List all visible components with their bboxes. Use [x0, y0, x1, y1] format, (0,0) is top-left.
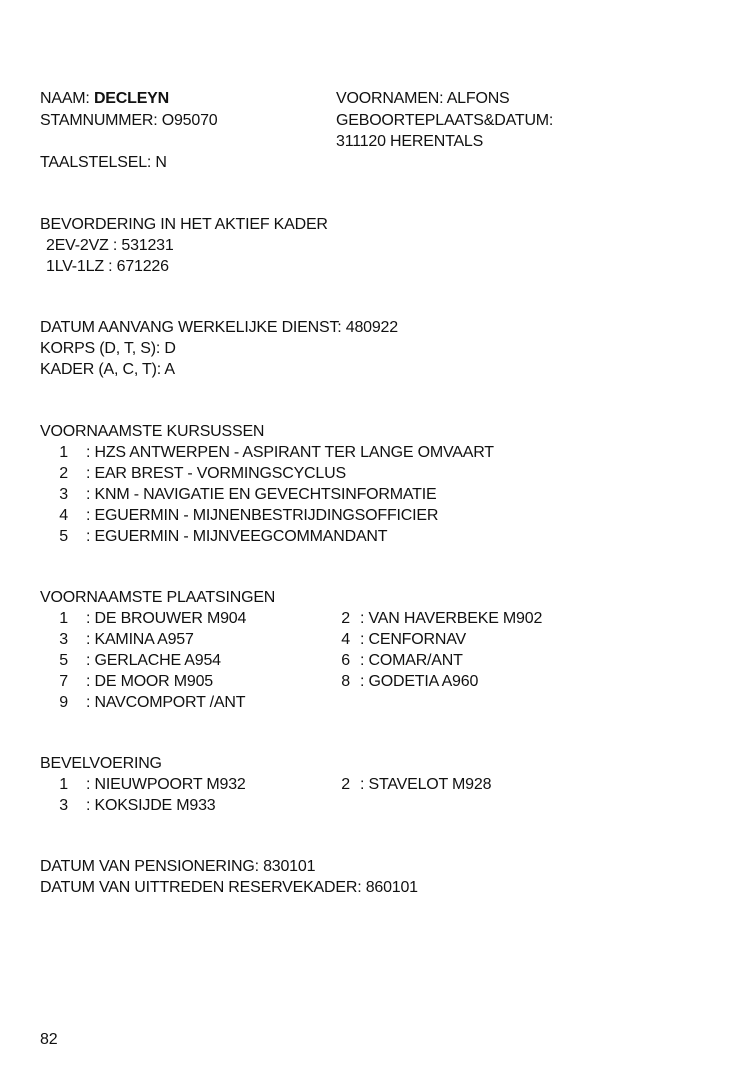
item-number: 6 [341, 652, 350, 669]
item-number: 9 [59, 694, 68, 711]
stamnummer: STAMNUMMER: O95070 [40, 112, 218, 129]
page-number: 82 [40, 1031, 58, 1048]
naam-value: DECLEYN [93, 90, 169, 107]
naam-label: NAAM: [40, 90, 90, 107]
naam-line [40, 89, 169, 109]
item-number: 8 [341, 673, 350, 690]
item-text: : NIEUWPOORT M932 [86, 776, 246, 793]
item-text: : KNM - NAVIGATIE EN GEVECHTSINFORMATIE [86, 486, 437, 503]
plaatsingen-title: VOORNAAMSTE PLAATSINGEN [40, 589, 276, 606]
item-text: : GODETIA A960 [360, 673, 479, 690]
geboorte-value: 311120 HERENTALS [336, 133, 484, 150]
bevordering-line: 2EV-2VZ : 531231 [46, 237, 174, 254]
item-number: 2 [341, 776, 350, 793]
kader: KADER (A, C, T): A [40, 361, 175, 378]
item-number: 3 [59, 486, 68, 503]
item-text: : EGUERMIN - MIJNENBESTRIJDINGSOFFICIER [86, 507, 439, 524]
kursussen-title: VOORNAAMSTE KURSUSSEN [40, 423, 265, 440]
taalstelsel: TAALSTELSEL: N [40, 154, 167, 171]
item-number: 2 [341, 610, 350, 627]
datum-aanvang-dienst: DATUM AANVANG WERKELIJKE DIENST: 480922 [40, 319, 398, 336]
item-number: 5 [59, 528, 68, 545]
item-text: : DE BROUWER M904 [86, 610, 247, 627]
item-text: : GERLACHE A954 [86, 652, 221, 669]
item-number: 3 [59, 631, 68, 648]
datum-pensionering: DATUM VAN PENSIONERING: 830101 [40, 858, 316, 875]
item-text: : KOKSIJDE M933 [86, 797, 216, 814]
item-number: 1 [59, 776, 68, 793]
geboorte-label: GEBOORTEPLAATS&DATUM: [336, 112, 554, 129]
bevordering-title: BEVORDERING IN HET AKTIEF KADER [40, 216, 328, 233]
item-number: 5 [59, 652, 68, 669]
item-number: 4 [59, 507, 68, 524]
voornamen: VOORNAMEN: ALFONS [336, 90, 510, 107]
item-text: : KAMINA A957 [86, 631, 194, 648]
item-number: 1 [59, 444, 68, 461]
item-number: 1 [59, 610, 68, 627]
item-text: : NAVCOMPORT /ANT [86, 694, 246, 711]
item-text: : STAVELOT M928 [360, 776, 492, 793]
bevordering-line: 1LV-1LZ : 671226 [46, 258, 169, 275]
item-text: : COMAR/ANT [360, 652, 463, 669]
item-number: 2 [59, 465, 68, 482]
item-text: : VAN HAVERBEKE M902 [360, 610, 543, 627]
item-text: : EAR BREST - VORMINGSCYCLUS [86, 465, 346, 482]
item-text: : EGUERMIN - MIJNVEEGCOMMANDANT [86, 528, 388, 545]
bevelvoering-title: BEVELVOERING [40, 755, 162, 772]
item-text: : HZS ANTWERPEN - ASPIRANT TER LANGE OMVAART [86, 444, 494, 461]
datum-uittreden: DATUM VAN UITTREDEN RESERVEKADER: 860101 [40, 879, 418, 896]
item-number: 4 [341, 631, 350, 648]
item-text: : DE MOOR M905 [86, 673, 214, 690]
item-number: 7 [59, 673, 68, 690]
korps: KORPS (D, T, S): D [40, 340, 176, 357]
item-text: : CENFORNAV [360, 631, 466, 648]
item-number: 3 [59, 797, 68, 814]
